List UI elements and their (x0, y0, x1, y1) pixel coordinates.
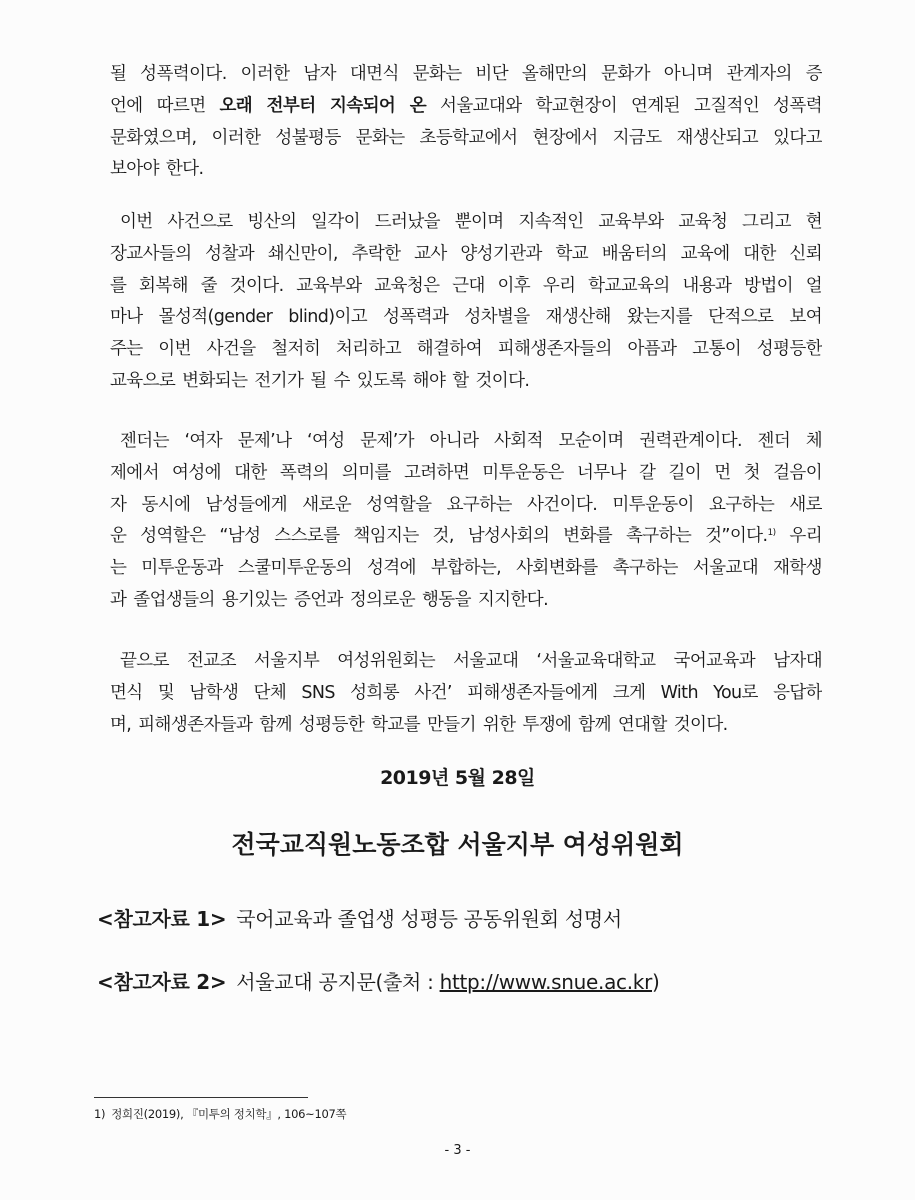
text-line: 자 동시에 남성들에게 새로운 성역할을 요구하는 사건이다. 미투운동이 요구하는 새로 (110, 494, 822, 515)
text-line: 과 졸업생들의 용기있는 증언과 정의로운 행동을 지지한다. (110, 589, 549, 610)
text-span: 언에 따르면 (110, 95, 220, 116)
footnote (94, 1106, 346, 1122)
text-line: 문화였으며, 이러한 성불평등 문화는 초등학교에서 현장에서 지금도 재생산되고 있다고 (110, 127, 822, 148)
text-span: 우리 (775, 526, 822, 547)
text-span: 서울교대와 학교현장이 연계된 고질적인 성폭력 (426, 95, 822, 116)
text-span: 운 성역할은 “남성 스스로를 책임지는 것, 남성사회의 변화를 촉구하는 것”이다. (110, 526, 768, 547)
text-line: 제에서 여성에 대한 폭력의 의미를 고려하면 미투운동은 너무나 갈 길이 먼 첫 걸음이 (110, 462, 822, 483)
reference-tag: <참고자료 1> (97, 907, 227, 931)
footnote-reference[interactable]: 1) (767, 528, 776, 539)
page-number: - 3 - (444, 1143, 471, 1158)
text-line: 이번 사건으로 빙산의 일각이 드러났을 뿐이며 지속적인 교육부와 교육청 그리고 현 (120, 212, 822, 232)
footnote-number: 1) (94, 1107, 106, 1121)
text-line: 는 미투운동과 스쿨미투운동의 성격에 부합하는, 사회변화를 촉구하는 서울교대 재학생 (110, 558, 822, 579)
paragraph-3 (110, 426, 822, 617)
text-line: 보아야 한다. (110, 159, 204, 180)
source-link[interactable]: http://www.snue.ac.kr (439, 970, 652, 994)
reference-text: 국어교육과 졸업생 성평등 공동위원회 성명서 (236, 907, 622, 931)
footnote-text: 정희진(2019), 『미투의 정치학』, 106~107쪽 (111, 1107, 347, 1121)
reference-item (97, 966, 660, 995)
text-line: 교육으로 변화되는 전기가 될 수 있도록 해야 할 것이다. (110, 370, 530, 391)
text-line (110, 91, 822, 123)
text-line: 면식 및 남학생 단체 SNS 성희롱 사건’ 피해생존자들에게 크게 With You로 응답하 (110, 682, 822, 703)
statement-date: 2019년 5월 28일 (380, 767, 535, 789)
text-line: 며, 피해생존자들과 함께 성평등한 학교를 만들기 위한 투쟁에 함께 연대할 것이다. (110, 714, 728, 735)
reference-text: ) (652, 970, 660, 994)
text-line: 주는 이번 사건을 철저히 처리하고 해결하여 피해생존자들의 아픔과 고통이 성평등한 (110, 339, 822, 360)
reference-tag: <참고자료 2> (97, 970, 227, 994)
footnote-divider (94, 1097, 308, 1098)
text-line: 될 성폭력이다. 이러한 남자 대면식 문화는 비단 올해만의 문화가 아니며 관계자의 증 (110, 64, 822, 84)
issuing-organization: 전국교직원노동조합 서울지부 여성위원회 (231, 830, 684, 859)
reference-item (97, 903, 622, 932)
text-line: 끝으로 전교조 서울지부 여성위원회는 서울교대 ‘서울교육대학교 국어교육과 남자대 (120, 651, 822, 671)
reference-text: 서울교대 공지문(출처 : (236, 970, 440, 994)
text-line: 장교사들의 성찰과 쇄신만이, 추락한 교사 양성기관과 학교 배움터의 교육에 대한 신뢰 (110, 243, 822, 264)
text-line (110, 521, 822, 553)
text-line: 마나 몰성적(gender blind)이고 성폭력과 성차별을 재생산해 왔는지를 단적으로 보여 (110, 307, 822, 328)
text-line: 를 회복해 줄 것이다. 교육부와 교육청은 근대 이후 우리 학교교육의 내용과 방법이 얼 (110, 275, 822, 296)
paragraph-4 (110, 646, 822, 741)
emphasis-text: 오래 전부터 지속되어 온 (219, 95, 427, 116)
text-line: 젠더는 ‘여자 문제’나 ‘여성 문제’가 아니라 사회적 모순이며 권력관계이다. 젠더 체 (120, 431, 822, 451)
paragraph-1 (110, 59, 822, 186)
paragraph-2 (110, 207, 822, 398)
